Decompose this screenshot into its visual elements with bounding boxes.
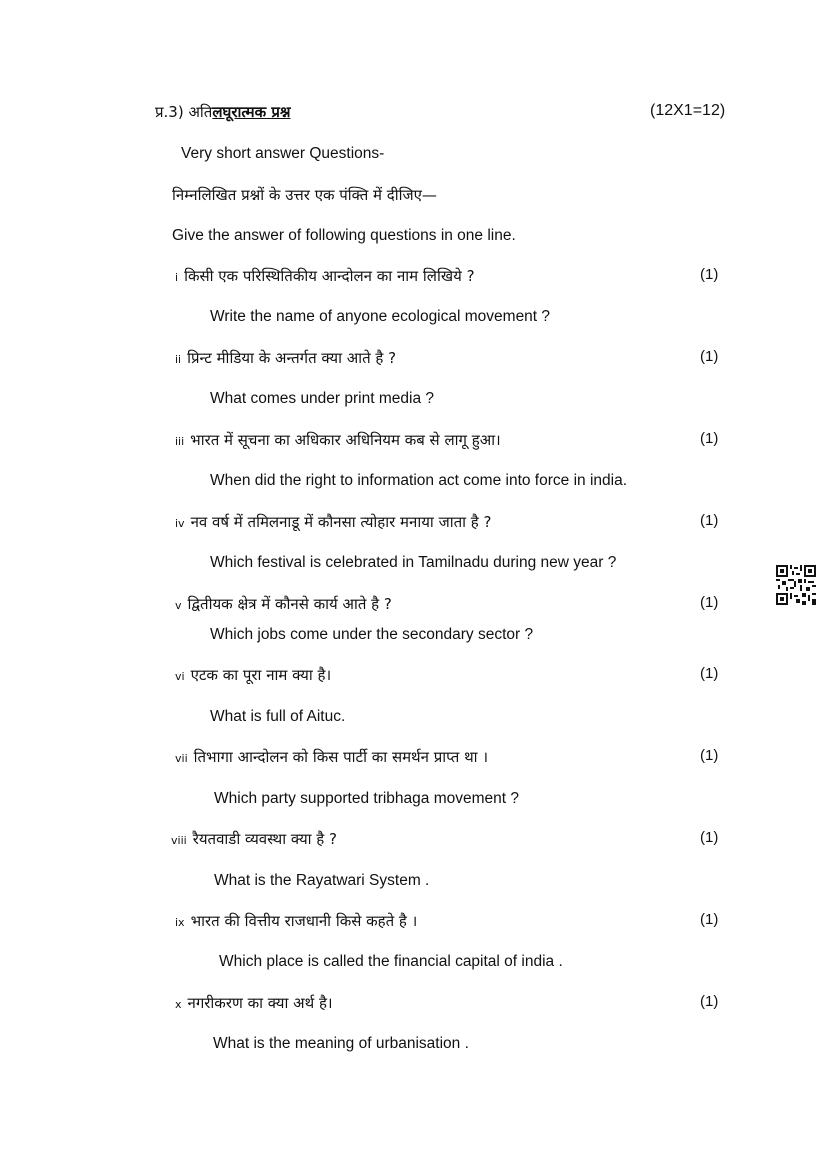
- question-hi: [175, 512, 492, 532]
- question-text-hi: भारत में सूचना का अधिकार अधिनियम कब से लागू हुआ।: [190, 431, 501, 449]
- section-heading: [155, 102, 291, 122]
- question-hi: [175, 594, 392, 614]
- question-text-en: What comes under print media ?: [210, 390, 434, 407]
- question-marks: (1): [700, 266, 719, 283]
- question-number: x: [175, 998, 182, 1011]
- hi-instruction: निम्नलिखित प्रश्नों के उत्तर एक पंक्ति में दीजिए—: [172, 186, 437, 204]
- question-marks: (1): [700, 993, 719, 1010]
- question-number: iv: [175, 517, 185, 530]
- question-text-en: What is the meaning of urbanisation .: [213, 1035, 469, 1052]
- question-text-en: Which festival is celebrated in Tamilnadu during new year ?: [210, 554, 617, 571]
- question-marks: (1): [700, 594, 719, 611]
- question-marks: (1): [700, 665, 719, 682]
- question-hi: [175, 993, 333, 1013]
- question-text-hi: तिभागा आन्दोलन को किस पार्टी का समर्थन प्राप्त था ।: [193, 748, 489, 766]
- question-hi: [175, 266, 475, 286]
- question-number: ix: [175, 916, 185, 929]
- question-hi: [175, 747, 488, 767]
- question-text-en: What is the Rayatwari System .: [214, 872, 430, 889]
- question-hi: [175, 430, 501, 450]
- question-marks: (1): [700, 348, 719, 365]
- question-text-en: Which jobs come under the secondary sector ?: [210, 626, 534, 643]
- question-marks: (1): [700, 747, 719, 764]
- en-instruction: Give the answer of following questions in one line.: [172, 227, 516, 244]
- qr-code-icon: [776, 565, 816, 605]
- section-title: लघूरात्मक प्रश्न: [212, 103, 291, 121]
- question-text-en: What is full of Aituc.: [210, 708, 346, 725]
- section-prefix: प्र.3) अति: [155, 103, 213, 121]
- question-hi: [175, 665, 331, 685]
- question-text-hi: नगरीकरण का क्या अर्थ है।: [187, 994, 333, 1012]
- section-marks: (12X1=12): [650, 102, 726, 119]
- question-marks: (1): [700, 829, 719, 846]
- question-number: vii: [175, 752, 188, 765]
- question-text-hi: भारत की वित्तीय राजधानी किसे कहते है ।: [190, 912, 418, 930]
- question-number: vi: [175, 670, 185, 683]
- question-number: iii: [175, 435, 185, 448]
- question-marks: (1): [700, 512, 719, 529]
- question-text-en: Write the name of anyone ecological movement ?: [210, 308, 551, 325]
- question-text-hi: रैयतवाडी व्यवस्था क्या है ?: [192, 830, 337, 848]
- en-heading: Very short answer Questions-: [181, 145, 385, 162]
- question-hi: [171, 829, 337, 849]
- question-number: viii: [171, 834, 187, 847]
- question-number: i: [175, 271, 179, 284]
- question-text-hi: एटक का पूरा नाम क्या है।: [190, 666, 332, 684]
- question-text-hi: द्वितीयक क्षेत्र में कौनसे कार्य आते है ?: [187, 595, 392, 613]
- question-number: v: [175, 599, 182, 612]
- question-text-hi: प्रिन्ट मीडिया के अन्तर्गत क्या आते है ?: [187, 349, 397, 367]
- question-hi: [175, 911, 417, 931]
- question-text-hi: नव वर्ष में तमिलनाडू में कौनसा त्योहार मनाया जाता है ?: [190, 513, 492, 531]
- question-text-hi: किसी एक परिस्थितिकीय आन्दोलन का नाम लिखिये ?: [184, 267, 475, 285]
- question-marks: (1): [700, 430, 719, 447]
- question-number: ii: [175, 353, 182, 366]
- question-text-en: Which party supported tribhaga movement ?: [214, 790, 519, 807]
- question-text-en: Which place is called the financial capital of india .: [219, 953, 563, 970]
- question-hi: [175, 348, 396, 368]
- question-text-en: When did the right to information act come into force in india.: [210, 472, 627, 489]
- question-marks: (1): [700, 911, 719, 928]
